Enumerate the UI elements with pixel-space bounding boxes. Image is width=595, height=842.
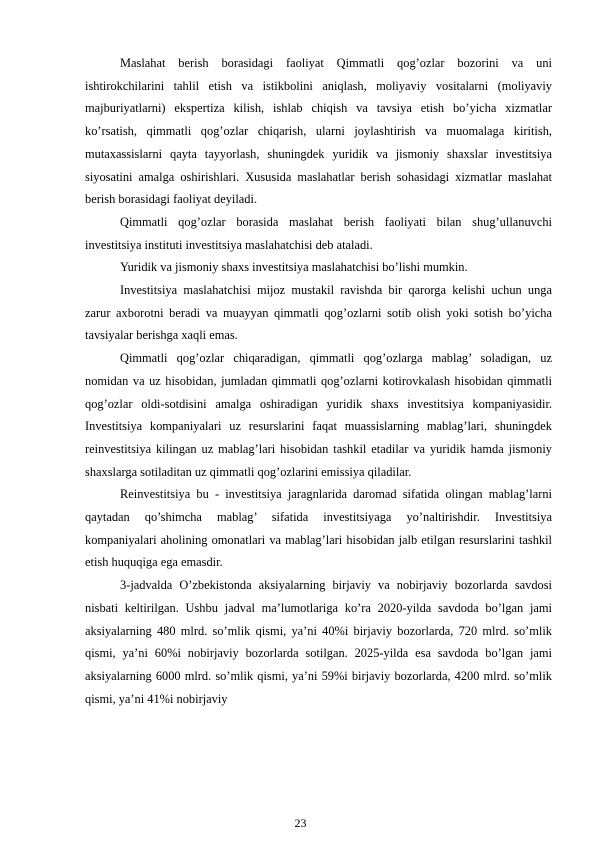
- paragraph-advisor-eligibility: Yuridik va jismoniy shaxs investitsiya maslahatchisi bo’lishi mumkin.: [120, 260, 468, 275]
- paragraph-investment-advisor-definition: Qimmatli qog’ozlar borasida maslahat berish faoliyati bilan shug’ullanuvchi investitsiya instituti investitsiya maslahatchisi deb ataladi.: [85, 214, 552, 252]
- paragraph-investment-company: Qimmatli qog’ozlar chiqaradigan, qimmatli qog’ozlarga mablag’ soladigan, uz nomidan va uz hisobidan, jumladan qimmatli qog’ozlarni kotirovkalash hisobidan qimmatli qog’ozlar oldi-sotdisini amalga oshiradigan yuridik shaxs investitsiya kompaniyasidir. Investitsiya kompaniyalari uz resurslarini faqat muassislarning mablag’lari, shuningdek reinvestitsiya kilingan uz mablag’lari hisobidan tashkil etadilar va yuridik hamda jismoniy shaxslarga sotiladitan uz qimmatli qog’ozlarini emissiya qiladilar.: [85, 351, 552, 479]
- page-number: 23: [294, 816, 307, 830]
- paragraph-consulting-activity: Maslahat berish borasidagi faoliyat Qimmatli qog’ozlar bozorini va uni ishtirokchilarini tahlil etish va istikbolini aniqlash, moliyaviy vositalarni (moliyaviy majburiyatlarni) ekspertiza kilish, ishlab chiqish va tavsiya etish bo’yicha xizmatlar ko’rsatish, qimmatli qog’ozlar chiqarish, ularni joylashtirish va muomalaga kiritish, mutaxassislarni qayta tayyorlash, shuningdek yuridik va jismoniy shaxslar investitsiya siyosatini amalga oshirishlari. Xususida maslahatlar berish sohasidagi xizmatlar maslahat berish borasidagi faoliyat deyiladi.: [85, 56, 552, 207]
- paragraph-reinvestment: Reinvestitsiya bu - investitsiya jaragnlarida daromad sifatida olingan mablag’larni qaytadan qo’shimcha mablag’ sifatida investitsiyaga yo’naltirishdir. Investitsiya kompaniyalari aholining omonatlari va mablag’lari hisobidan jalb etilgan resurslarini tashkil etish huquqiga ega emasdir.: [85, 487, 552, 570]
- paragraph-table-3-description: 3-jadvalda O’zbekistonda aksiyalarning birjaviy va nobirjaviy bozorlarda savdosi nisbati keltirilgan. Ushbu jadval ma’lumotlariga ko’ra 2020-yilda savdoda bo’lgan jami aksiyalarning 480 mlrd. so’mlik qismi, ya’ni 40%i birjaviy bozorlarda, 720 mlrd. so’mlik qismi, ya’ni 60%i nobirjaviy bozorlarda sotilgan. 2025-yilda esa savdoda bo’lgan jami aksiyalarning 6000 mlrd. so’mlik qismi, ya’ni 59%i birjaviy bozorlarda, 4200 mlrd. so’mlik qismi, ya’ni 41%i nobirjaviy: [85, 578, 552, 706]
- paragraph-advisor-role: Investitsiya maslahatchisi mijoz mustakil ravishda bir qarorga kelishi uchun unga zarur axborotni beradi va muayyan qimmatli qog’ozlarni sotib olish yoki sotish bo’yicha tavsiyalar berishga xaqli emas.: [85, 283, 552, 343]
- page-body: [85, 52, 552, 710]
